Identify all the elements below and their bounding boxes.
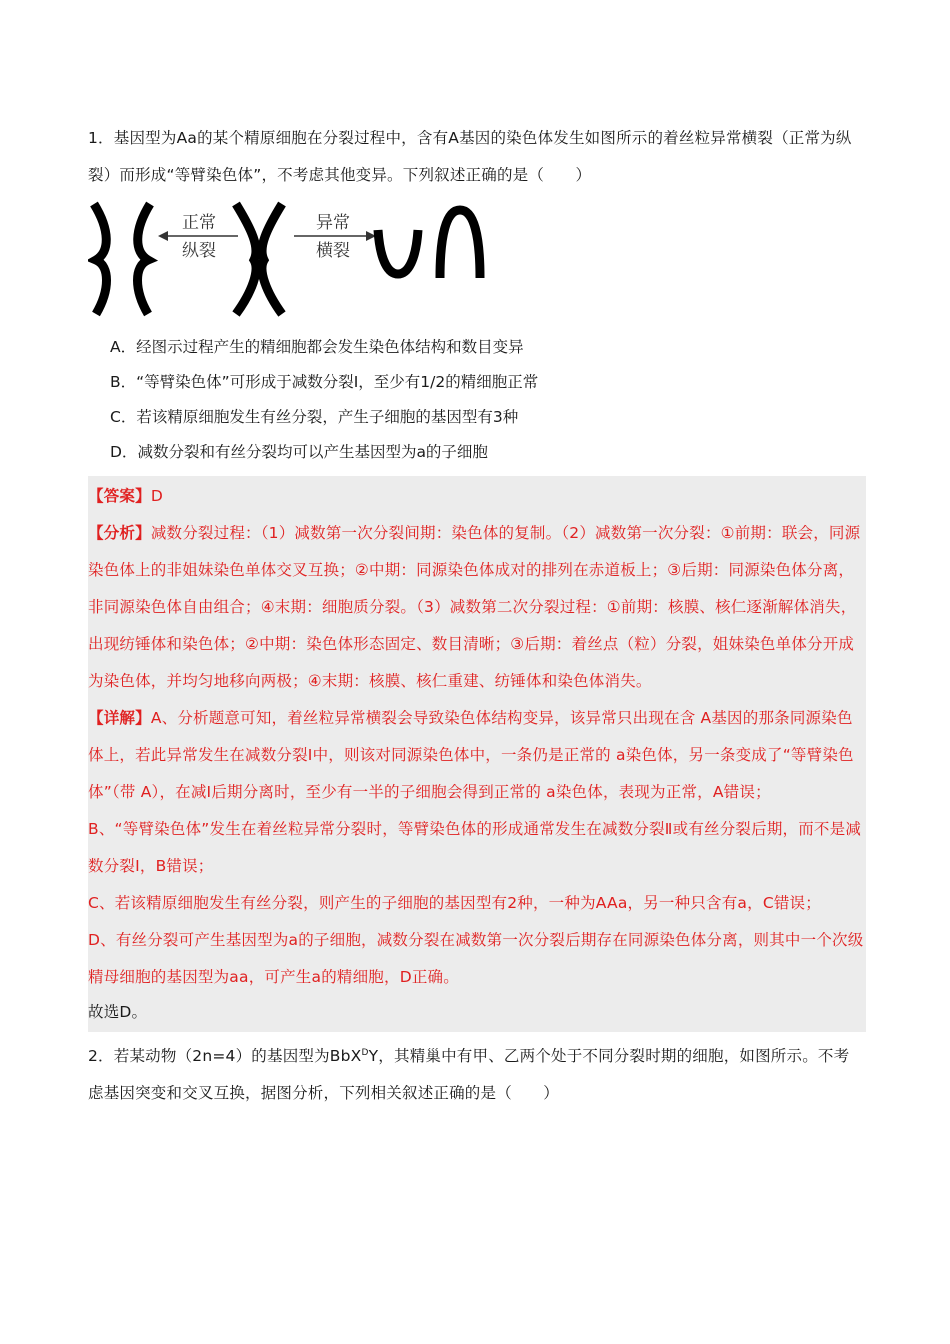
label-abnormal-1: 异常	[316, 213, 350, 233]
x-chromosome-right	[262, 204, 282, 314]
chromatid-left	[94, 204, 107, 314]
question-2-stem: 2．若某动物（2n=4）的基因型为BbX$^D$Y，其精巢中有甲、乙两个处于不同分裂时期的细胞，如图所示。不考虑基因突变和交叉互换，据图分析，下列相关叙述正确的是（ ）	[88, 1047, 850, 1102]
detail-paragraph-a: 【详解】A、分析题意可知，着丝粒异常横裂会导致染色体结构变异，该异常只出现在含 A基因的那条同源染色体上，若此异常发生在减数分裂Ⅰ中，则该对同源染色体中，一条仍是正常的 a染色体，另一条变成了“等臂染色体”（带 A），在减Ⅰ后期分离时，至少有一半的子细胞会得到正常的 a染色体，表现为正常，A错误；	[88, 709, 854, 801]
question-2-number: 2．	[88, 1047, 114, 1065]
x-chromosome-left	[236, 204, 256, 314]
isochromosome-u	[378, 230, 418, 274]
chromosome-figure	[88, 200, 508, 318]
analysis-paragraph: 【分析】减数分裂过程：（1）减数第一次分裂间期：染色体的复制。（2）减数第一次分裂：①前期：联会，同源染色体上的非姐妹染色单体交叉互换；②中期：同源染色体成对的排列在赤道板上；③后期：同源染色体分离，非同源染色体自由组合；④末期：细胞质分裂。（3）减数第二次分裂过程：①前期：核膜、核仁逐渐解体消失，出现纺锤体和染色体；②中期：染色体形态固定、数目清晰；③后期：着丝点（粒）分裂，姐妹染色单体分开成为染色体，并均匀地移向两极；④末期：核膜、核仁重建、纺锤体和染色体消失。	[88, 524, 861, 690]
answer-explanation-box	[88, 476, 866, 1032]
answer-value: D	[150, 487, 163, 505]
chromatid-right	[138, 204, 151, 314]
label-normal-2: 纵裂	[182, 241, 216, 261]
question-1-text: 基因型为Aa的某个精原细胞在分裂过程中，含有A基因的染色体发生如图所示的着丝粒异常横裂（正常为纵裂）而形成“等臂染色体”，不考虑其他变异。下列叙述正确的是（ ）	[88, 129, 852, 184]
detail-paragraph-b: B、“等臂染色体”发生在着丝粒异常分裂时，等臂染色体的形成通常发生在减数分裂Ⅱ或有丝分裂后期，而不是减数分裂Ⅰ，B错误；	[88, 820, 862, 875]
conclusion-line: 故选D。	[88, 1003, 148, 1021]
detail-paragraph-c: C、若该精原细胞发生有丝分裂，则产生的子细胞的基因型有2种，一种为AAa，另一种只含有a，C错误；	[88, 894, 821, 912]
label-normal-1: 正常	[182, 213, 216, 233]
label-abnormal-2: 横裂	[316, 241, 350, 261]
question-1-stem	[88, 120, 864, 194]
option-c[interactable]: C．若该精原细胞发生有丝分裂，产生子细胞的基因型有3种	[110, 408, 519, 426]
option-d[interactable]: D．减数分裂和有丝分裂均可以产生基因型为a的子细胞	[110, 443, 488, 461]
option-b[interactable]: B．“等臂染色体”可形成于减数分裂Ⅰ，至少有1/2的精细胞正常	[110, 373, 539, 391]
detail-paragraph-d: D、有丝分裂可产生基因型为a的子细胞，减数分裂在减数第一次分裂后期存在同源染色体分离，则其中一个次级精母细胞的基因型为aa，可产生a的精细胞，D正确。	[88, 931, 864, 986]
option-a[interactable]: A．经图示过程产生的精细胞都会发生染色体结构和数目变异	[110, 338, 524, 356]
answer-line: 【答案】D	[88, 487, 163, 505]
question-1-options	[88, 330, 864, 470]
document-page	[88, 120, 864, 1112]
question-1-number: 1．	[88, 129, 114, 147]
isochromosome-n	[440, 210, 480, 278]
